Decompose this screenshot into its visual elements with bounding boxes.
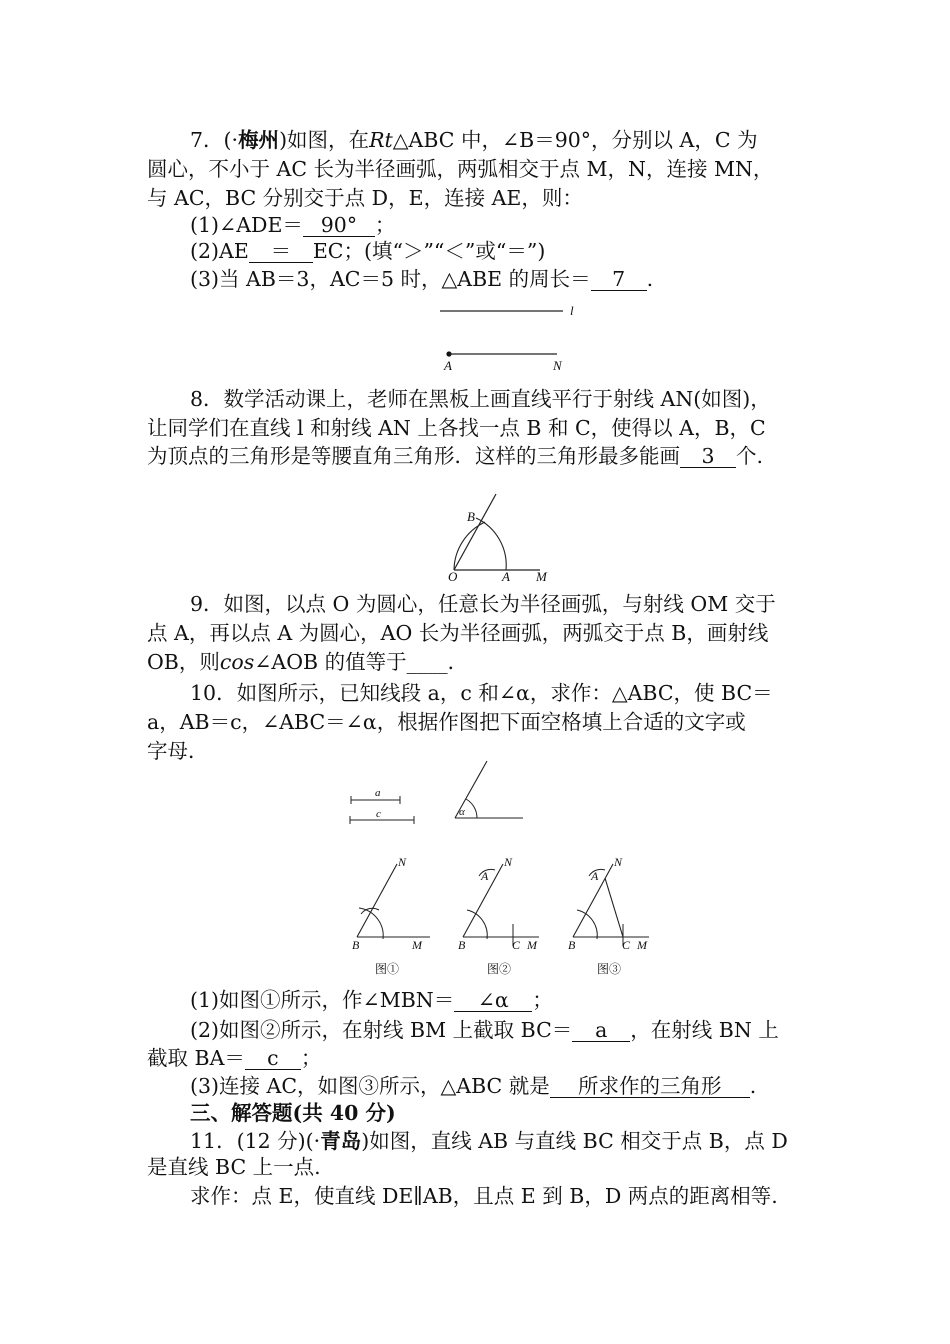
- label-b-3: B: [568, 938, 576, 952]
- q11-line-1: [190, 1127, 788, 1155]
- q7-rt: Rt: [369, 128, 393, 152]
- q7-source: 梅州: [238, 128, 280, 152]
- ray-ob: [454, 494, 496, 570]
- label-m: M: [536, 569, 547, 584]
- q7-sub-2-text: (2)AE: [190, 239, 249, 263]
- q9-figure: [440, 488, 560, 583]
- caption-fig-1: 图①: [375, 962, 400, 976]
- q9-cos: cos: [219, 650, 255, 674]
- q7-sub-2-end: EC；(填“＞”“＜”或“＝”): [312, 239, 546, 263]
- q10-line-2: a，AB＝c，∠ABC＝∠α，根据作图把下面空格填上合适的文字或: [147, 710, 746, 734]
- q11-number: 11．(12 分)(·: [190, 1129, 321, 1153]
- q8-figure: [430, 300, 590, 375]
- q10-sub-3: [190, 1072, 756, 1100]
- q10-line-3: 字母．: [147, 739, 209, 763]
- label-o: O: [448, 569, 458, 584]
- q10-answer-3: 所求作的三角形: [550, 1075, 750, 1098]
- label-a-3: A: [591, 869, 599, 883]
- q8-line-2: 让同学们在直线 l 和射线 AN 上各找一点 B 和 C，使得以 A，B，C: [147, 416, 766, 440]
- label-b: B: [467, 509, 475, 524]
- q8-line-3-end: 个.: [736, 444, 764, 468]
- caption-fig-2: 图②: [487, 962, 512, 976]
- q7-sub-1-end: ；: [374, 213, 396, 237]
- q10-sub-2b: [147, 1044, 321, 1072]
- label-a: A: [444, 358, 452, 373]
- q8-line-3-text: 为顶点的三角形是等腰直角三角形．这样的三角形最多能画: [147, 444, 680, 468]
- q10-answer-1: ∠α: [454, 989, 532, 1012]
- q10-sub-3-text: (3)连接 AC，如图③所示，△ABC 就是: [190, 1074, 550, 1098]
- label-n-3: N: [614, 855, 623, 869]
- q10-answer-2b: c: [245, 1047, 301, 1070]
- label-n: N: [553, 358, 562, 373]
- q7-sub-3: [190, 265, 653, 293]
- label-m-3: M: [637, 938, 647, 952]
- label-b-1: B: [352, 938, 360, 952]
- q11-line-3: 求作：点 E，使直线 DE∥AB，且点 E 到 B，D 两点的距离相等.: [190, 1184, 778, 1208]
- q7-sub-1-text: (1)∠ADE＝: [190, 213, 303, 237]
- q8-answer: 3: [680, 445, 736, 468]
- q11-text: )如图，直线 AB 与直线 BC 相交于点 B，点 D: [361, 1129, 788, 1153]
- q7-number: 7．(·: [190, 128, 239, 152]
- q10-sub-2b-text: 截取 BA＝: [147, 1046, 245, 1070]
- q10-sub-1-end: ；: [532, 988, 553, 1012]
- segment-ac: [605, 878, 623, 937]
- q10-line-1: 10．如图所示，已知线段 a，c 和∠α，求作：△ABC，使 BC＝: [190, 681, 773, 705]
- ray-bn: [357, 864, 397, 937]
- q8-line-3: [147, 442, 763, 470]
- q9-line-3: [147, 648, 468, 676]
- arc-o: [476, 518, 506, 570]
- q10-sub-2-text: (2)如图②所示，在射线 BM 上截取 BC＝: [190, 1018, 573, 1042]
- q10-given-figure: [345, 758, 535, 828]
- label-c-2: C: [512, 938, 521, 952]
- q7-line-1: [190, 126, 758, 154]
- q11-line-2: 是直线 BC 上一点.: [147, 1155, 321, 1179]
- label-b-2: B: [458, 938, 466, 952]
- q7-sub-1: [190, 211, 395, 239]
- q7-text-b: △ABC 中，∠B＝90°，分别以 A，C 为: [392, 128, 758, 152]
- q10-figure-2: [455, 852, 555, 977]
- label-a-2: A: [481, 869, 489, 883]
- q7-answer-1: 90°: [303, 214, 375, 237]
- q7-line-2: 圆心，不小于 AC 长为半径画弧，两弧相交于点 M，N，连接 MN，: [147, 157, 774, 181]
- label-n-1: N: [398, 855, 407, 869]
- q9-line-3-text: OB，则: [147, 650, 220, 674]
- q10-figure-1: [345, 852, 445, 977]
- label-c-seg: c: [376, 808, 381, 820]
- label-alpha: α: [459, 806, 465, 818]
- q10-figure-3: [565, 852, 665, 977]
- q10-sub-3-end: .: [749, 1074, 757, 1098]
- q7-answer-2: ＝: [249, 240, 313, 263]
- label-l: l: [570, 303, 574, 318]
- q11-source: 青岛: [320, 1129, 362, 1153]
- q10-sub-1: [190, 986, 553, 1014]
- q10-answer-2: a: [572, 1019, 630, 1042]
- q7-sub-3-text: (3)当 AB＝3，AC＝5 时，△ABE 的周长＝: [190, 267, 591, 291]
- caption-fig-3: 图③: [597, 962, 622, 976]
- label-c-3: C: [622, 938, 631, 952]
- section-3-title: 三、解答题(共 40 分): [190, 1101, 396, 1125]
- q9-line-3-end: ∠AOB 的值等于____．: [254, 650, 469, 674]
- q8-line-1: 8．数学活动课上，老师在黑板上画直线平行于射线 AN(如图)，: [190, 387, 771, 411]
- q9-line-1: 9．如图，以点 O 为圆心，任意长为半径画弧，与射线 OM 交于: [190, 592, 776, 616]
- q10-sub-2: [190, 1016, 779, 1044]
- label-m-1: M: [412, 938, 422, 952]
- q7-line-3: 与 AC，BC 分别交于点 D，E，连接 AE，则：: [147, 186, 583, 210]
- q10-sub-2-end: ，在射线 BN 上: [630, 1018, 779, 1042]
- q10-sub-1-text: (1)如图①所示，作∠MBN＝: [190, 988, 455, 1012]
- q7-text-a: )如图，在: [279, 128, 370, 152]
- q10-sub-2b-end: ；: [300, 1046, 322, 1070]
- label-a-seg: a: [375, 787, 381, 799]
- q9-line-2: 点 A，再以点 A 为圆心，AO 长为半径画弧，两弧交于点 B，画射线: [147, 621, 769, 645]
- label-n-2: N: [504, 855, 513, 869]
- q7-answer-3: 7: [591, 268, 647, 291]
- label-a: A: [502, 569, 510, 584]
- label-m-2: M: [527, 938, 537, 952]
- q7-sub-2: [190, 237, 545, 265]
- q7-sub-3-end: .: [646, 267, 654, 291]
